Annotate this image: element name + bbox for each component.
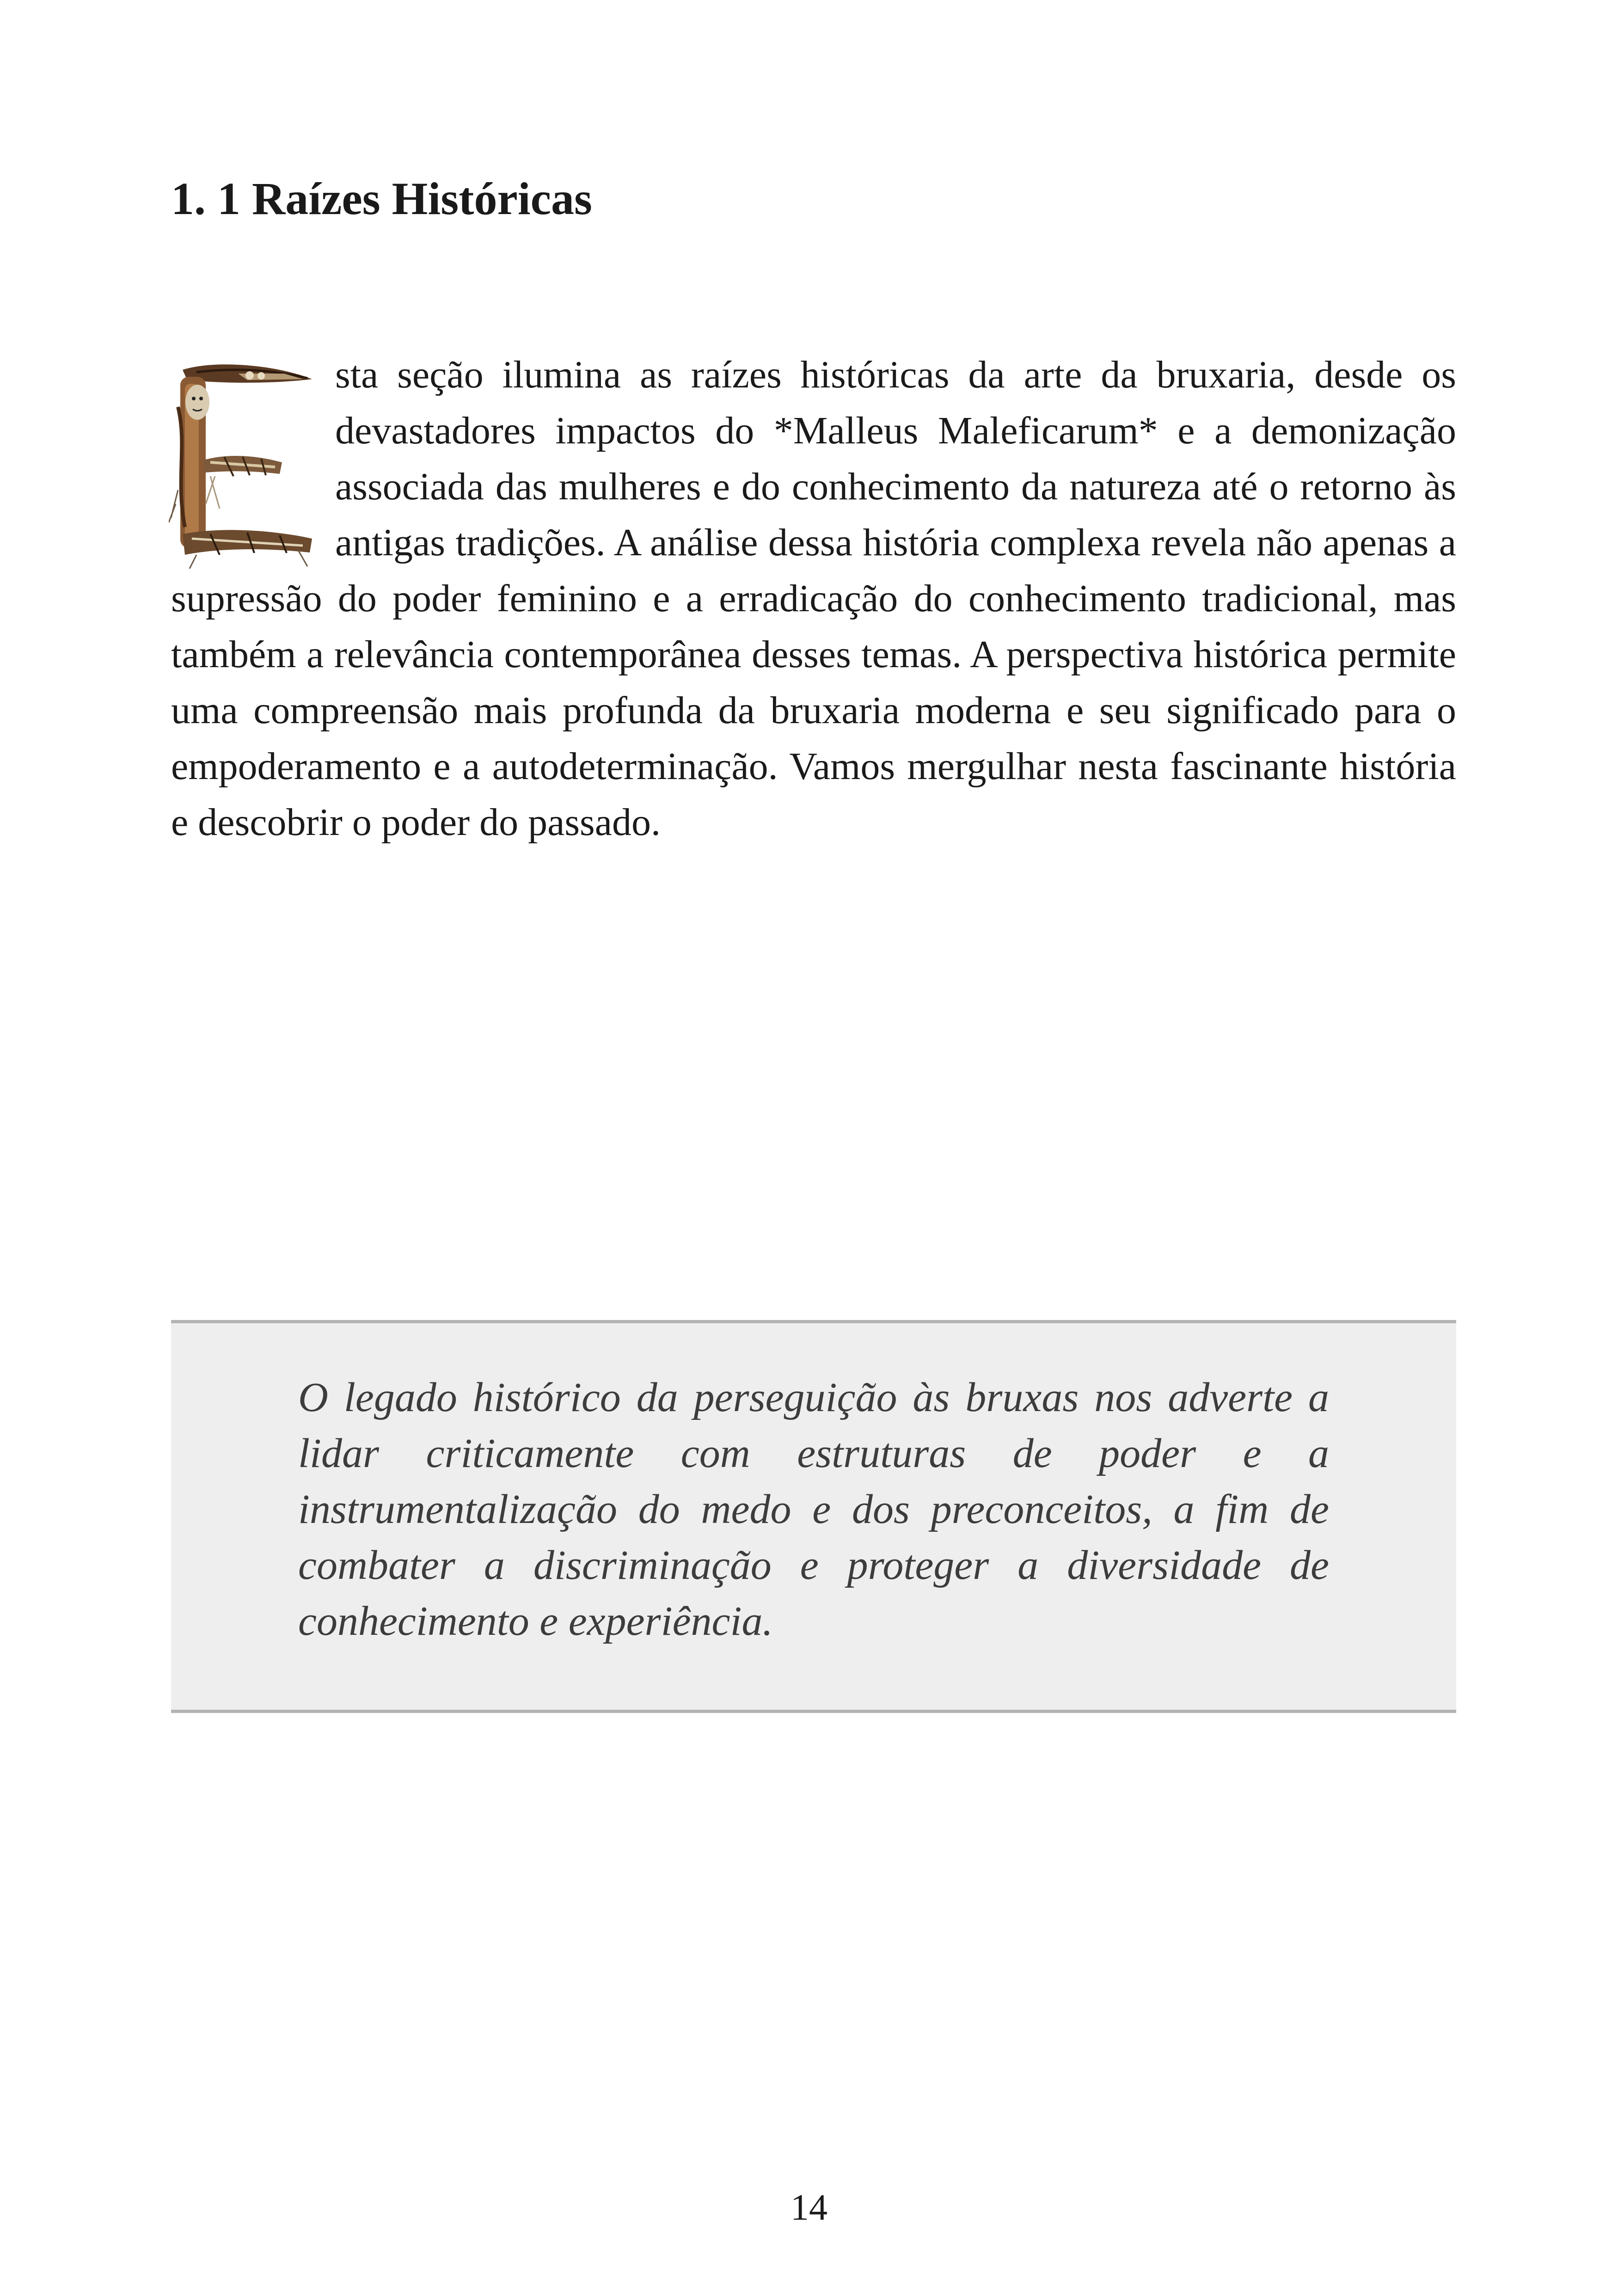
body-text: sta seção ilumina as raízes históricas da arte da bruxaria, desde os devastadores impactos do *Malleus Maleficarum* e a demonização associada das mulheres e do conhecimento da natureza até o retorno às antigas tradições. A análise dessa história complexa revela não apenas a supressão do poder feminino e a erradicação do conhecimento tradicional, mas também a relevância contemporânea desses temas. A perspectiva histórica permite uma compreensão mais profunda da bruxaria moderna e seu significado para o empoderamento e a autodeterminação. Vamos mergulhar nesta fascinante história e descobrir o poder do passado. — [171, 353, 1456, 844]
page-number: 14 — [791, 2187, 827, 2228]
dropcap-letter-e-illustration — [169, 351, 317, 569]
quote-text: O legado histórico da perseguição às bruxas nos adverte a lidar criticamente com estruturas de poder e a instrumentalização do medo e dos preconceitos, a fim de combater a discriminação e proteger a diversidade de conhecimento e experiência. — [298, 1375, 1329, 1644]
body-paragraph — [171, 347, 1456, 850]
section-title: 1. 1 Raízes Históricas — [171, 173, 592, 224]
highlight-quote-box — [171, 1320, 1456, 1713]
